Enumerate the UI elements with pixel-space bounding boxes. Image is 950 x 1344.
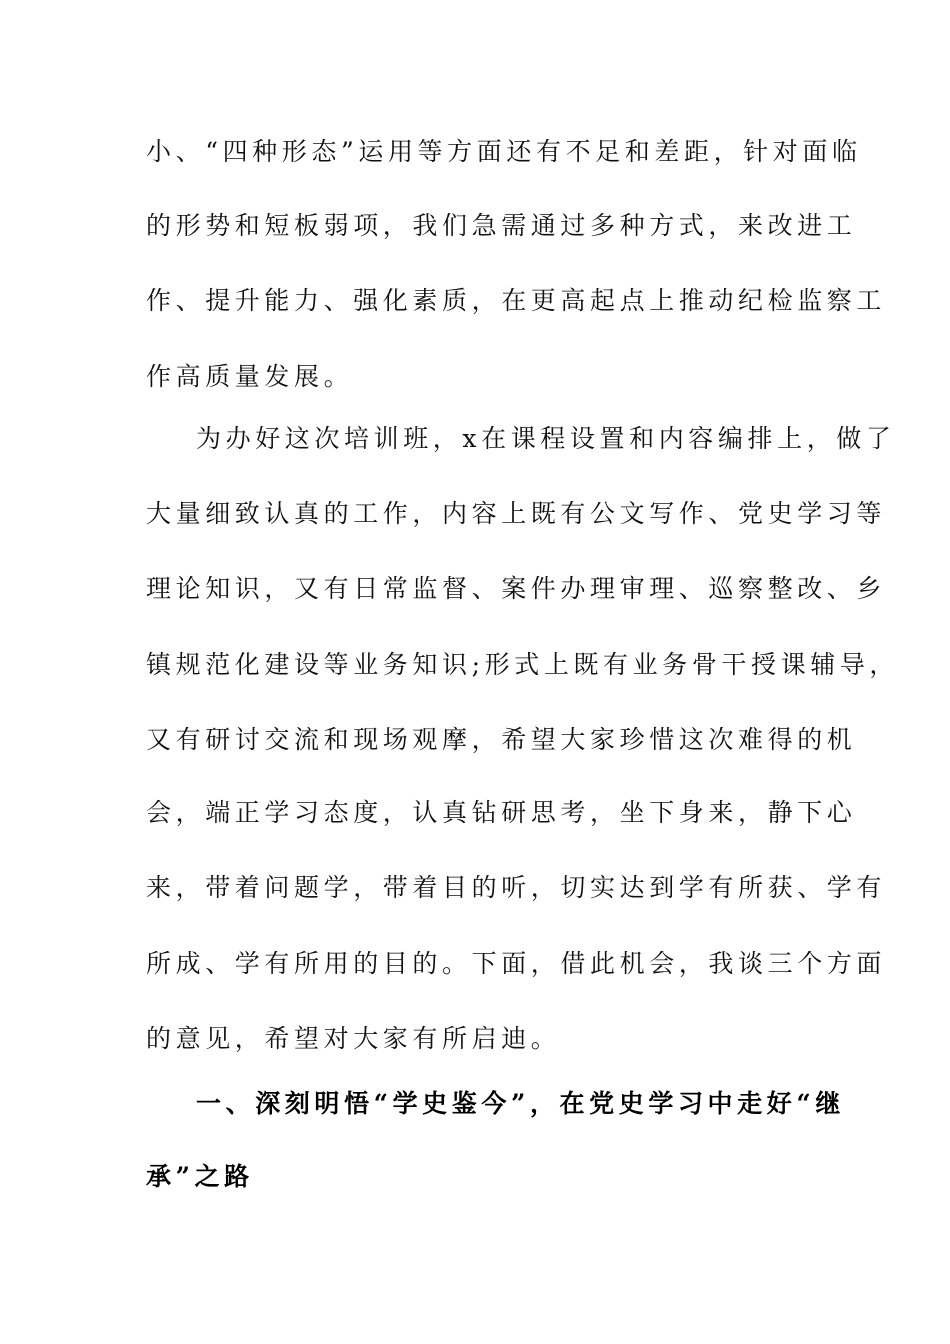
paragraph-line: 的形势和短板弱项，我们急需通过多种方式，来改进工 bbox=[146, 211, 857, 240]
paragraph-line: 会，端正学习态度，认真钻研思考，坐下身来，静下心 bbox=[146, 798, 857, 827]
paragraph-first-line: 为办好这次培训班，x在课程设置和内容编排上，做了 bbox=[196, 424, 896, 453]
paragraph-line: 大量细致认真的工作，内容上既有公文写作、党史学习等 bbox=[146, 499, 887, 528]
paragraph-line: 又有研讨交流和现场观摩，希望大家珍惜这次难得的机 bbox=[146, 725, 857, 754]
paragraph-line: 理论知识，又有日常监督、案件办理审理、巡察整改、乡 bbox=[146, 574, 887, 603]
paragraph-line: 作、提升能力、强化素质，在更高起点上推动纪检监察工 bbox=[146, 286, 887, 315]
paragraph-line: 所成、学有所用的目的。下面，借此机会，我谈三个方面 bbox=[146, 949, 887, 978]
paragraph-line: 作高质量发展。 bbox=[146, 362, 354, 391]
paragraph-line: 镇规范化建设等业务知识;形式上既有业务骨干授课辅导， bbox=[146, 650, 900, 679]
paragraph-line: 来，带着问题学，带着目的听，切实达到学有所获、学有 bbox=[146, 873, 887, 902]
paragraph-line: 小、“四种形态”运用等方面还有不足和差距，针对面临 bbox=[146, 137, 862, 166]
section-heading-line: 承”之路 bbox=[146, 1162, 254, 1191]
section-heading-line: 一、深刻明悟“学史鉴今”，在党史学习中走好“继 bbox=[196, 1089, 845, 1118]
paragraph-line: 的意见，希望对大家有所启迪。 bbox=[146, 1024, 561, 1053]
